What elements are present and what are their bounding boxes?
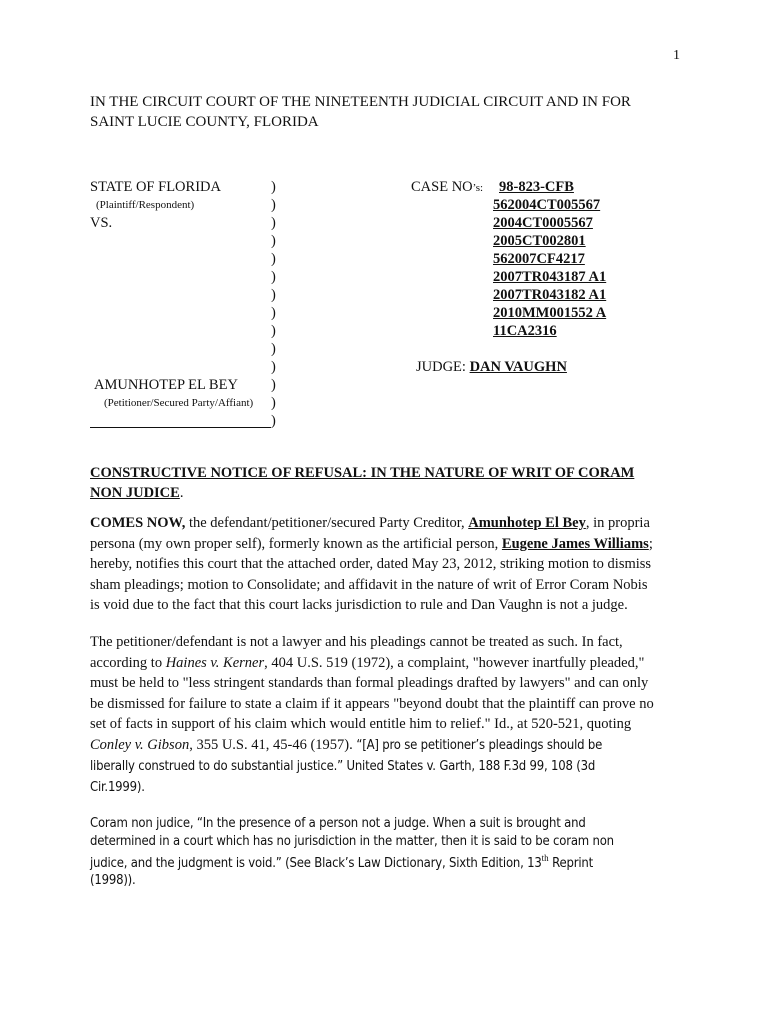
paragraph-line: set of facts in support of his claim which would entitle him to relief." Id., at 520-521, quoting — [90, 716, 632, 732]
paragraph-comes-now: COMES NOW, the defendant/petitioner/secured Party Creditor, Amunhotep El Bey, in propria persona (my own proper self), formerly known as the artificial person, Eugene James Williams; hereby, notifies this court that the attached order, dated May 23, 2012, striking motion to dismiss sham pleadings; motion to Consolidate; and affidavit in the nature of writ of Error Coram Nobis is void due to the fact that this court lacks jurisdiction to rule and Dan Vaughn is not a judge. — [90, 513, 690, 616]
caption-paren: ) — [271, 179, 276, 195]
caption-paren: ) — [271, 359, 276, 375]
document-title: CONSTRUCTIVE NOTICE OF REFUSAL: IN THE NATURE OF WRIT OF CORAM NON JUDICE. — [90, 465, 635, 501]
case-citation: Conley v. Gibson — [90, 736, 190, 753]
caption-paren: ) — [271, 233, 276, 249]
caption-paren: ) — [271, 305, 276, 321]
case-number: 98-823-CFB — [499, 179, 574, 195]
caption-paren: ) — [271, 197, 276, 213]
caption-paren: ) — [271, 323, 276, 339]
paragraph-coram-non-judice: Coram non judice, “In the presence of a person not a judge. When a suit is brought and determined in a court which has no jurisdiction in the matter, then it is said to be coram non judice, and the judgment is void.” (See Black’s Law Dictionary, Sixth Edition, 13th Reprint (1998)). — [90, 815, 690, 890]
document-title-line: NON JUDICE — [90, 485, 180, 501]
page-number: 1 — [673, 48, 680, 63]
paragraph-pro-se: The petitioner/defendant is not a lawyer and his pleadings cannot be treated as such. In fact, according to Haines v. Kerner, 404 U.S. 519 (1972), a complaint, "however inartfully pleaded," must be held to "less stringent standards than formal pleadings drafted by lawyers" and can only be dismissed for failure to state a claim if it appears "beyond doubt that the plaintiff can prove no set of facts in support of his claim which would entitle him to relief." Id., at 520-521, quoting Conley v. Gibson, 355 U.S. 41, 45-46 (1957). “[A] pro se petitioner’s pleadings should be liberally construed to do substantial justice.” United States v. Garth, 188 F.3d 99, 108 (3d Cir.1999). — [90, 632, 690, 798]
judge-label: JUDGE: — [416, 359, 470, 375]
paragraph-line: (1998)). — [90, 873, 136, 889]
paragraph-line: The petitioner/defendant is not a lawyer and his pleadings cannot be treated as such. In fact, — [90, 634, 623, 650]
plaintiff-name: STATE OF FLORIDA — [90, 179, 221, 195]
case-number: 11CA2316 — [493, 323, 557, 339]
case-number: 2007TR043182 A1 — [493, 287, 607, 303]
comes-now-phrase: COMES NOW, — [90, 515, 186, 531]
caption-paren: ) — [271, 287, 276, 303]
paragraph-line: sham pleadings; motion to Consolidate; and affidavit in the nature of writ of Error Coram Nobis — [90, 576, 648, 593]
case-citation: Haines v. Kerner — [165, 654, 265, 671]
case-number: 2005CT002801 — [493, 233, 586, 249]
caption-underline — [90, 427, 271, 428]
party-name: Amunhotep El Bey — [468, 515, 586, 531]
case-number: 562004CT005567 — [493, 197, 601, 213]
defendant-name: AMUNHOTEP EL BEY — [94, 377, 238, 393]
paragraph-line: must be held to "less stringent standards than formal pleadings drafted by lawyers" and can only — [90, 675, 649, 691]
case-number: 2004CT0005567 — [493, 215, 593, 231]
judge-line — [416, 358, 567, 376]
judge-name: DAN VAUGHN — [469, 359, 567, 375]
document-title-line: CONSTRUCTIVE NOTICE OF REFUSAL: IN THE NATURE OF WRIT OF CORAM — [90, 465, 635, 481]
case-number: 2007TR043187 A1 — [493, 269, 607, 285]
paragraph-line: be dismissed for failure to state a claim if it appears "beyond doubt that the plaintiff can prove no — [90, 695, 654, 712]
plaintiff-role: (Plaintiff/Respondent) — [96, 199, 195, 211]
caption-paren: ) — [271, 377, 276, 393]
defendant-role: (Petitioner/Secured Party/Affiant) — [104, 397, 254, 409]
court-heading — [90, 92, 690, 132]
paragraph-line: hereby, notifies this court that the attached order, dated May 23, 2012, striking motion to dismiss — [90, 556, 652, 572]
paragraph-line: determined in a court which has no jurisdiction in the matter, then it is said to be coram non — [90, 833, 614, 849]
paragraph-line: Cir.1999). — [90, 779, 145, 795]
case-number-list — [486, 178, 686, 340]
case-number-label: CASE NO’s: — [411, 179, 484, 195]
caption-paren: ) — [271, 341, 276, 357]
court-heading-line: IN THE CIRCUIT COURT OF THE NINETEENTH JUDICIAL CIRCUIT AND IN FOR — [90, 94, 631, 110]
case-number: 2010MM001552 A — [493, 305, 607, 321]
versus-label: VS. — [90, 215, 113, 231]
caption-paren: ) — [271, 269, 276, 285]
case-number: 562007CF4217 — [493, 251, 585, 267]
caption-paren: ) — [271, 215, 276, 231]
caption-paren: ) — [271, 251, 276, 267]
court-heading-line: SAINT LUCIE COUNTY, FLORIDA — [90, 114, 319, 130]
artificial-person-name: Eugene James Williams — [501, 535, 649, 552]
caption-paren: ) — [271, 395, 276, 411]
paragraph-line: is void due to the fact that this court lacks jurisdiction to rule and Dan Vaughn is not a judge. — [90, 597, 628, 613]
caption-paren: ) — [271, 413, 276, 429]
case-caption-parties — [90, 178, 290, 430]
